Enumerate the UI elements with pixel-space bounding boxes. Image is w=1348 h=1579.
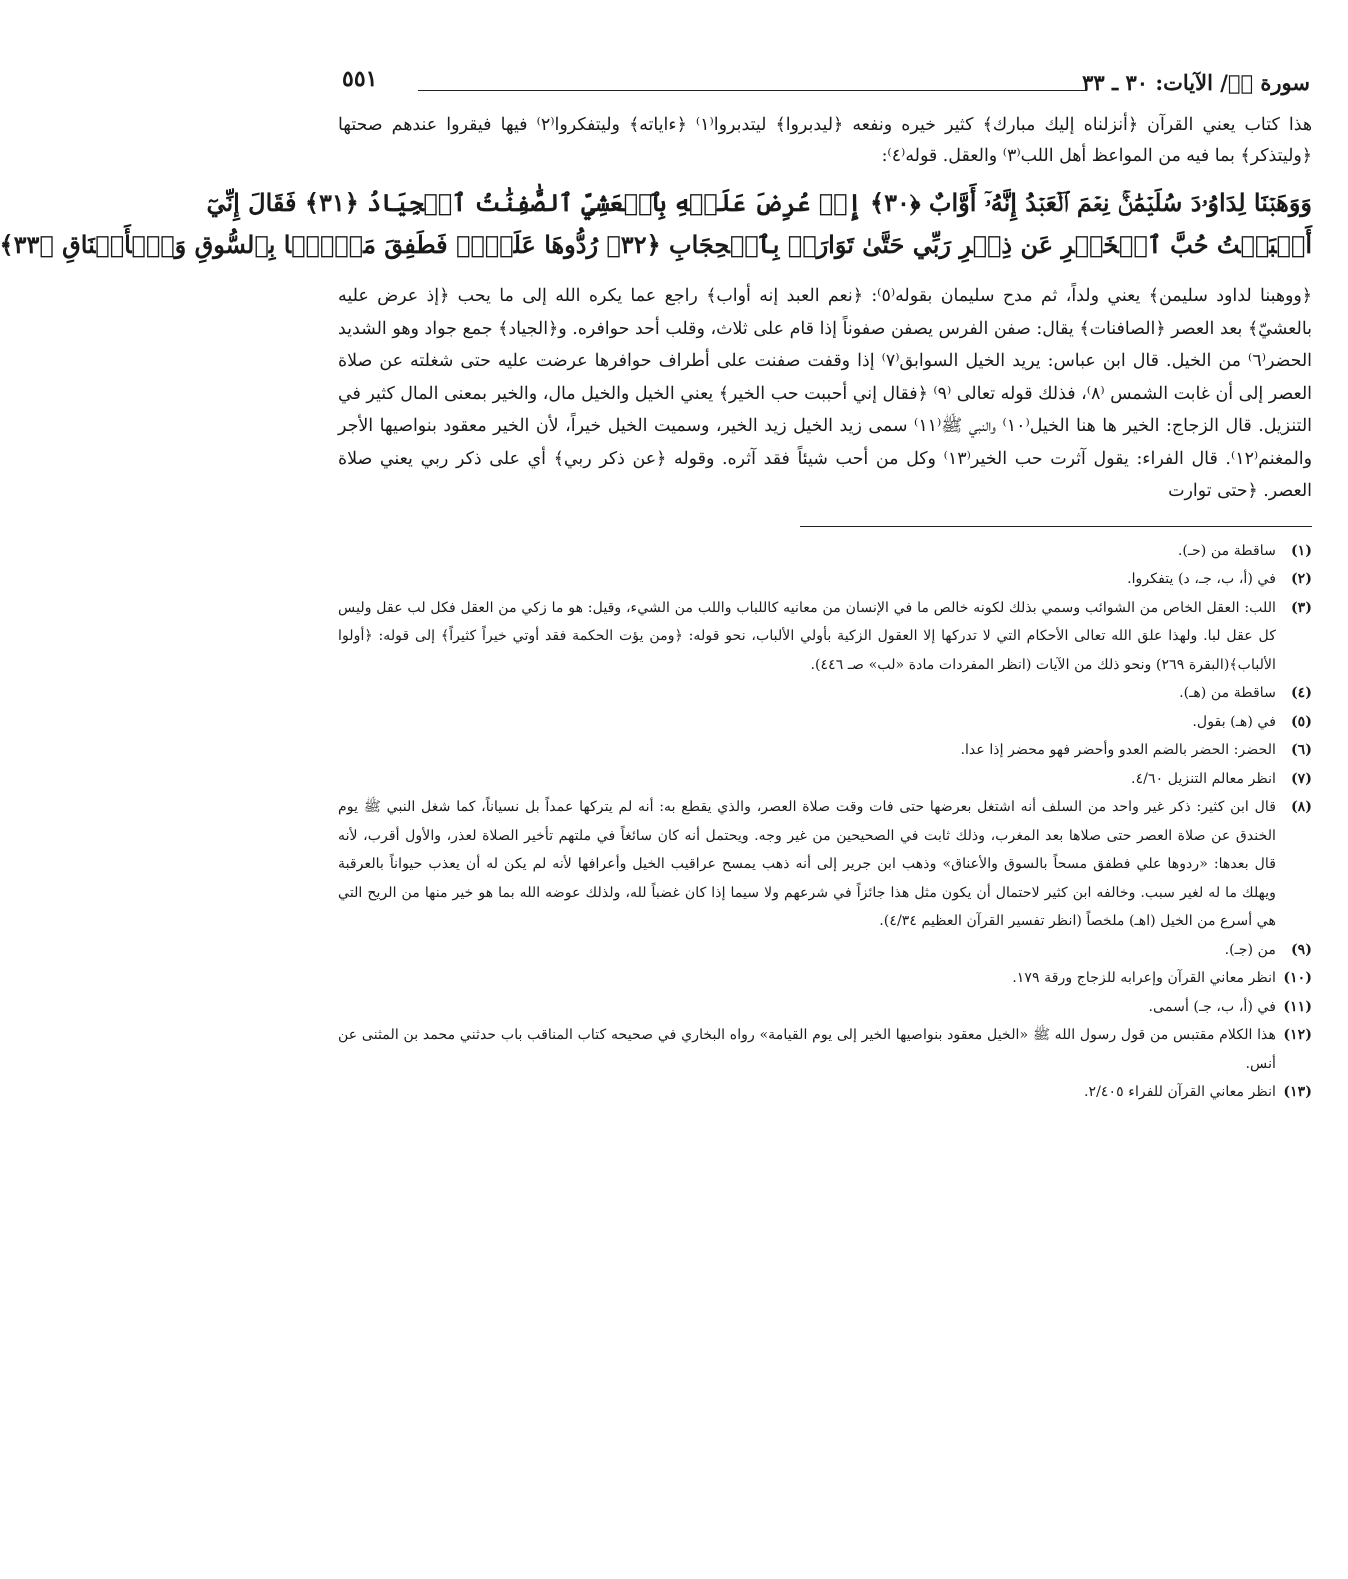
footnote-number: (١٢): [1283, 1027, 1312, 1043]
footnote-number: (٤): [1290, 685, 1312, 701]
footnote-text: انظر معاني القرآن وإعرابه للزجاج ورقة ١٧٩.: [1012, 970, 1276, 986]
footnote: [338, 736, 1312, 765]
page-number: ٥٥١: [342, 66, 378, 92]
footnote-number: (٧): [1290, 770, 1312, 787]
verse-line-1: وَوَهَبۡنَا لِدَاوُۥدَ سُلَيۡمَٰنَۚ نِعۡمَ ٱلۡعَبۡدُ إِنَّهُۥٓ أَوَّابٌ ﴿٣٠﴾ إِذۡ عُرِضَ عَلَيۡهِ بِٱلۡعَشِيِّ ٱلصَّٰفِنَٰتُ ٱلۡجِيَادُ ﴿٣١﴾ فَقَالَ إِنِّيٓ: [206, 188, 1312, 217]
footnote-number: (٢): [1290, 571, 1312, 587]
footnote-text: في (أ، ب، جـ، د) يتفكروا.: [1127, 571, 1276, 587]
surah-title: سورة صۤ/ الآيات: ٣٠ ـ ٣٣: [1082, 70, 1310, 95]
intro-paragraph: هذا كتاب يعني القرآن ﴿أنزلناه إليك مبارك﴾ كثير خيره ونفعه ﴿ليدبروا﴾ ليتدبروا⁽١⁾ ﴿ءاياته﴾ وليتفكروا⁽٢⁾ فيها فيقروا عندهم صحتها ﴿وليتذكر﴾ بما فيه من المواعظ أهل اللب⁽٣⁾ والعقل. قوله⁽٤⁾:: [338, 115, 1312, 166]
footnote: [338, 565, 1312, 594]
verse-line-2: أَحۡبَبۡتُ حُبَّ ٱلۡخَيۡرِ عَن ذِكۡرِ رَبِّي حَتَّىٰ تَوَارَتۡ بِٱلۡحِجَابِ ﴿٣٢﴾ رُدُّوهَا عَلَيَّۖ فَطَفِقَ مَسۡحَۢا بِٱلسُّوقِ وَٱلۡأَعۡنَاقِ ﴿٣٣﴾: [0, 230, 1312, 259]
footnote: [338, 1078, 1312, 1107]
footnote: [338, 708, 1312, 737]
footnote-text: اللب: العقل الخاص من الشوائب وسمي بذلك لكونه خالص ما في الإنسان من معانيه كاللباب واللب من الشيء، وقيل: هو ما زكي من العقل فكل لب عقل وليس كل عقل لبا. ولهذا علق الله تعالى الأحكام التي لا تدركها إلا العقول الزكية بأولي الألباب، نحو قوله: ﴿ومن يؤت الحكمة فقد أوتي خيراً كثيراً﴾ إلى قوله: ﴿أولوا الألباب﴾(البقرة ٢٦٩) ونحو ذلك من الآيات (انظر المفردات مادة «لب» صـ ٤٤٦).: [338, 599, 1276, 673]
footnotes-list: [338, 537, 1312, 1107]
footnote-text: انظر معالم التنزيل ٤/٦٠.: [1131, 770, 1276, 787]
footnote-number: (١٣): [1283, 1084, 1312, 1100]
footnote-text: ساقطة من (هـ).: [1179, 685, 1276, 701]
commentary-text: ﴿ووهبنا لداود سليمن﴾ يعني ولداً، ثم مدح سليمان بقوله⁽٥⁾: ﴿نعم العبد إنه أواب﴾ راجع عما يكره الله إلى ما يحب ﴿إذ عرض عليه بالعشيّ﴾ بعد العصر ﴿الصافنات﴾ يقال: صفن الفرس يصفن صفوناً إذا قام على ثلاث، وقلب أحد حوافره. و﴿الجياد﴾ جمع جواد وهو الشديد الحضر⁽٦⁾ من الخيل. قال ابن عباس: يريد الخيل السوابق⁽٧⁾ إذا وقفت صفنت على أطراف حوافرها عرضت عليه حتى شغلته عن صلاة العصر إلى أن غابت الشمس ⁽٨⁾، فذلك قوله تعالى ⁽٩⁾ ﴿فقال إني أحببت حب الخير﴾ يعني الخيل والخيل مال، والخير بمعنى المال كثير في التنزيل. قال الزجاج: الخير ها هنا الخيل⁽١٠⁾ والنبي ﷺ⁽١١⁾ سمى زيد الخيل زيد الخير، وسميت الخيل خيراً، لأن الخير معقود بنواصيها الأجر والمغنم⁽١٢⁾. قال الفراء: يقول آثرت حب الخير⁽١٣⁾ وكل من أحب شيئاً فقد آثره. وقوله ﴿عن ذكر ربي﴾ أي على ذكر ربي يعني صلاة العصر. ﴿حتى توارت: [338, 286, 1313, 501]
footnote: [338, 679, 1312, 708]
footnote-text: ساقطة من (حـ).: [1177, 542, 1276, 559]
commentary-paragraph: [338, 280, 1312, 508]
footnote: [338, 993, 1312, 1022]
footnote: [338, 964, 1312, 993]
footnote-number: (٩): [1290, 941, 1312, 958]
footnote-text: هذا الكلام مقتبس من قول رسول الله ﷺ «الخيل معقود بنواصيها الخير إلى يوم القيامة» رواه البخاري في صحيحه كتاب المناقب باب حدثني محمد بن المثنى عن أنس.: [338, 1027, 1276, 1072]
footnote: [338, 793, 1312, 936]
header-rule: [418, 90, 1087, 91]
footnote: [338, 537, 1312, 566]
footnote-text: قال ابن كثير: ذكر غير واحد من السلف أنه اشتغل بعرضها حتى فات وقت صلاة العصر، والذي يقطع به: أنه لم يتركها عمداً بل نسياناً، كما شغل النبي ﷺ يوم الخندق عن صلاة العصر حتى صلاها بعد المغرب، وذلك ثابت في الصحيحين من غير وجه. ويحتمل أنه كان سائغاً في ملتهم تأخير الصلاة لعذر، والأول أقرب، لأنه قال بعدها: «ردوها علي فطفق مسحاً بالسوق والأعناق» وذهب ابن جرير إلى أنه ذهب يمسح عراقيب الخيل وأعرافها لأنه لم يكن له أن يعذب حيواناً بالعرقبة ويهلك ما له لغير سبب. وخالفه ابن كثير لاحتمال أن يكون مثل هذا جائزاً في شرعهم ولا سيما إذا كان غضباً لله، ولذلك عوضه الله بما هو خير منها من الريح التي هي أسرع من الخيل (اهـ) ملخصاً (انظر تفسير القرآن العظيم ٤/٣٤).: [338, 799, 1276, 929]
footnote-text: في (أ، ب، جـ) أسمى.: [1148, 998, 1276, 1015]
book-page: [0, 62, 1313, 1567]
footnote-text: من (جـ).: [1224, 941, 1276, 958]
footnote-separator: [800, 526, 1312, 527]
footnote-number: (٨): [1290, 799, 1312, 815]
footnote-text: في (هـ) بقول.: [1192, 713, 1276, 730]
footnote-number: (١١): [1283, 998, 1312, 1015]
footnote-number: (٥): [1290, 713, 1312, 730]
footnote: [338, 936, 1312, 965]
footnote-text: انظر معاني القرآن للفراء ٢/٤٠٥.: [1084, 1084, 1276, 1100]
footnote: [338, 594, 1312, 680]
footnote-number: (٦): [1290, 742, 1312, 758]
footnote: [338, 765, 1312, 794]
footnote-number: (٣): [1290, 599, 1312, 616]
page-header: [338, 62, 1312, 102]
footnote: [338, 1021, 1312, 1078]
quran-verses: [0, 182, 1312, 266]
footnote-number: (١٠): [1283, 970, 1312, 986]
footnote-text: الحضر: الحضر بالضم العدو وأحضر فهو محضر إذا عدا.: [960, 742, 1276, 758]
footnote-number: (١): [1290, 542, 1312, 559]
